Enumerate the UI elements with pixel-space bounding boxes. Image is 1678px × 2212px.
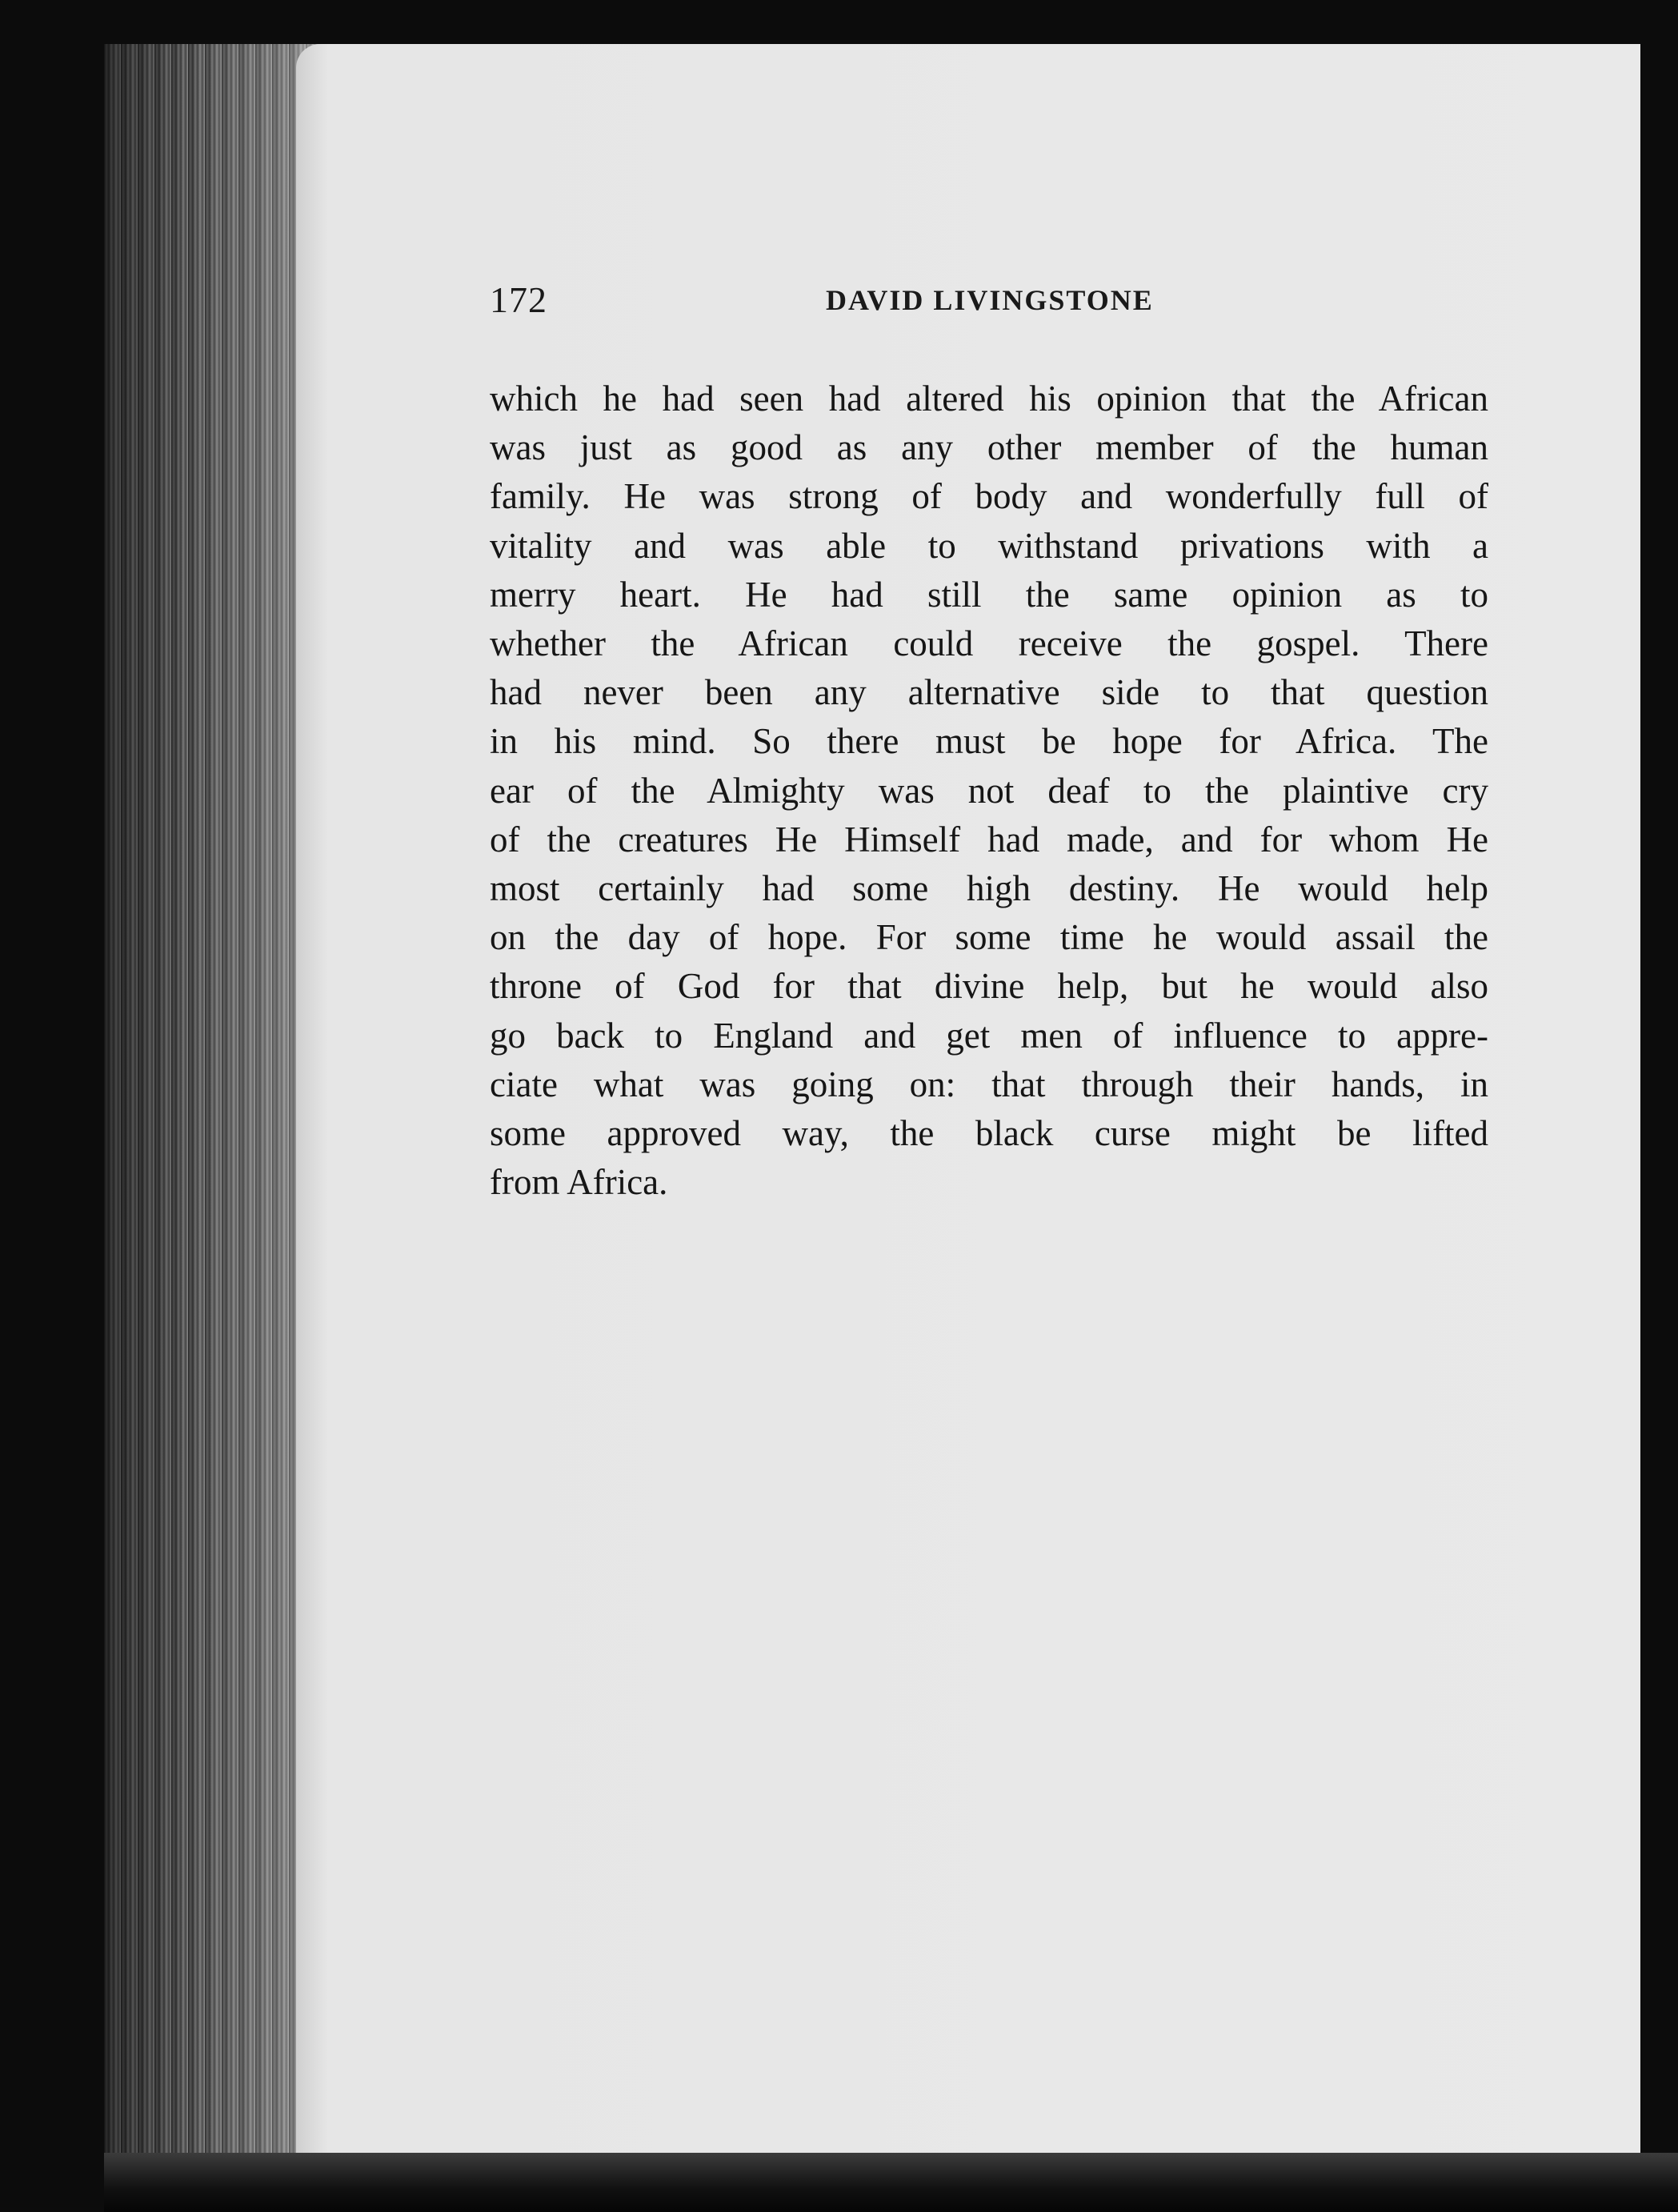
text-line: of the creatures He Himself had made, and for whom He (490, 819, 1488, 860)
bottom-shadow (104, 2153, 1678, 2212)
text-line: merry heart. He had still the same opinion as to (490, 574, 1488, 615)
page-number: 172 (490, 279, 547, 320)
text-line: some approved way, the black curse might be lifted (490, 1113, 1488, 1154)
text-line: whether the African could receive the gospel. There (490, 623, 1488, 664)
running-head (490, 279, 1482, 327)
text-line: on the day of hope. For some time he would assail the (490, 917, 1488, 958)
text-line: go back to England and get men of influence to appre- (490, 1015, 1488, 1056)
text-line: in his mind. So there must be hope for Africa. The (490, 721, 1488, 762)
running-title: DAVID LIVINGSTONE (826, 284, 1154, 316)
text-line: family. He was strong of body and wonderfully full of (490, 476, 1488, 517)
text-line: vitality and was able to withstand privations with a (490, 525, 1488, 566)
text-line: which he had seen had altered his opinion that the African (490, 379, 1488, 419)
text-line: from Africa. (490, 1162, 668, 1203)
text-line: was just as good as any other member of the human (490, 427, 1488, 468)
text-line: ciate what was going on: that through their hands, in (490, 1064, 1488, 1104)
text-line: most certainly had some high destiny. He would help (490, 868, 1488, 909)
page-stack-edge (104, 44, 320, 2173)
text-line: throne of God for that divine help, but he would also (490, 966, 1488, 1007)
text-line: ear of the Almighty was not deaf to the plaintive cry (490, 770, 1488, 811)
body-paragraph (490, 375, 1488, 1207)
text-line: had never been any alternative side to that question (490, 672, 1488, 713)
